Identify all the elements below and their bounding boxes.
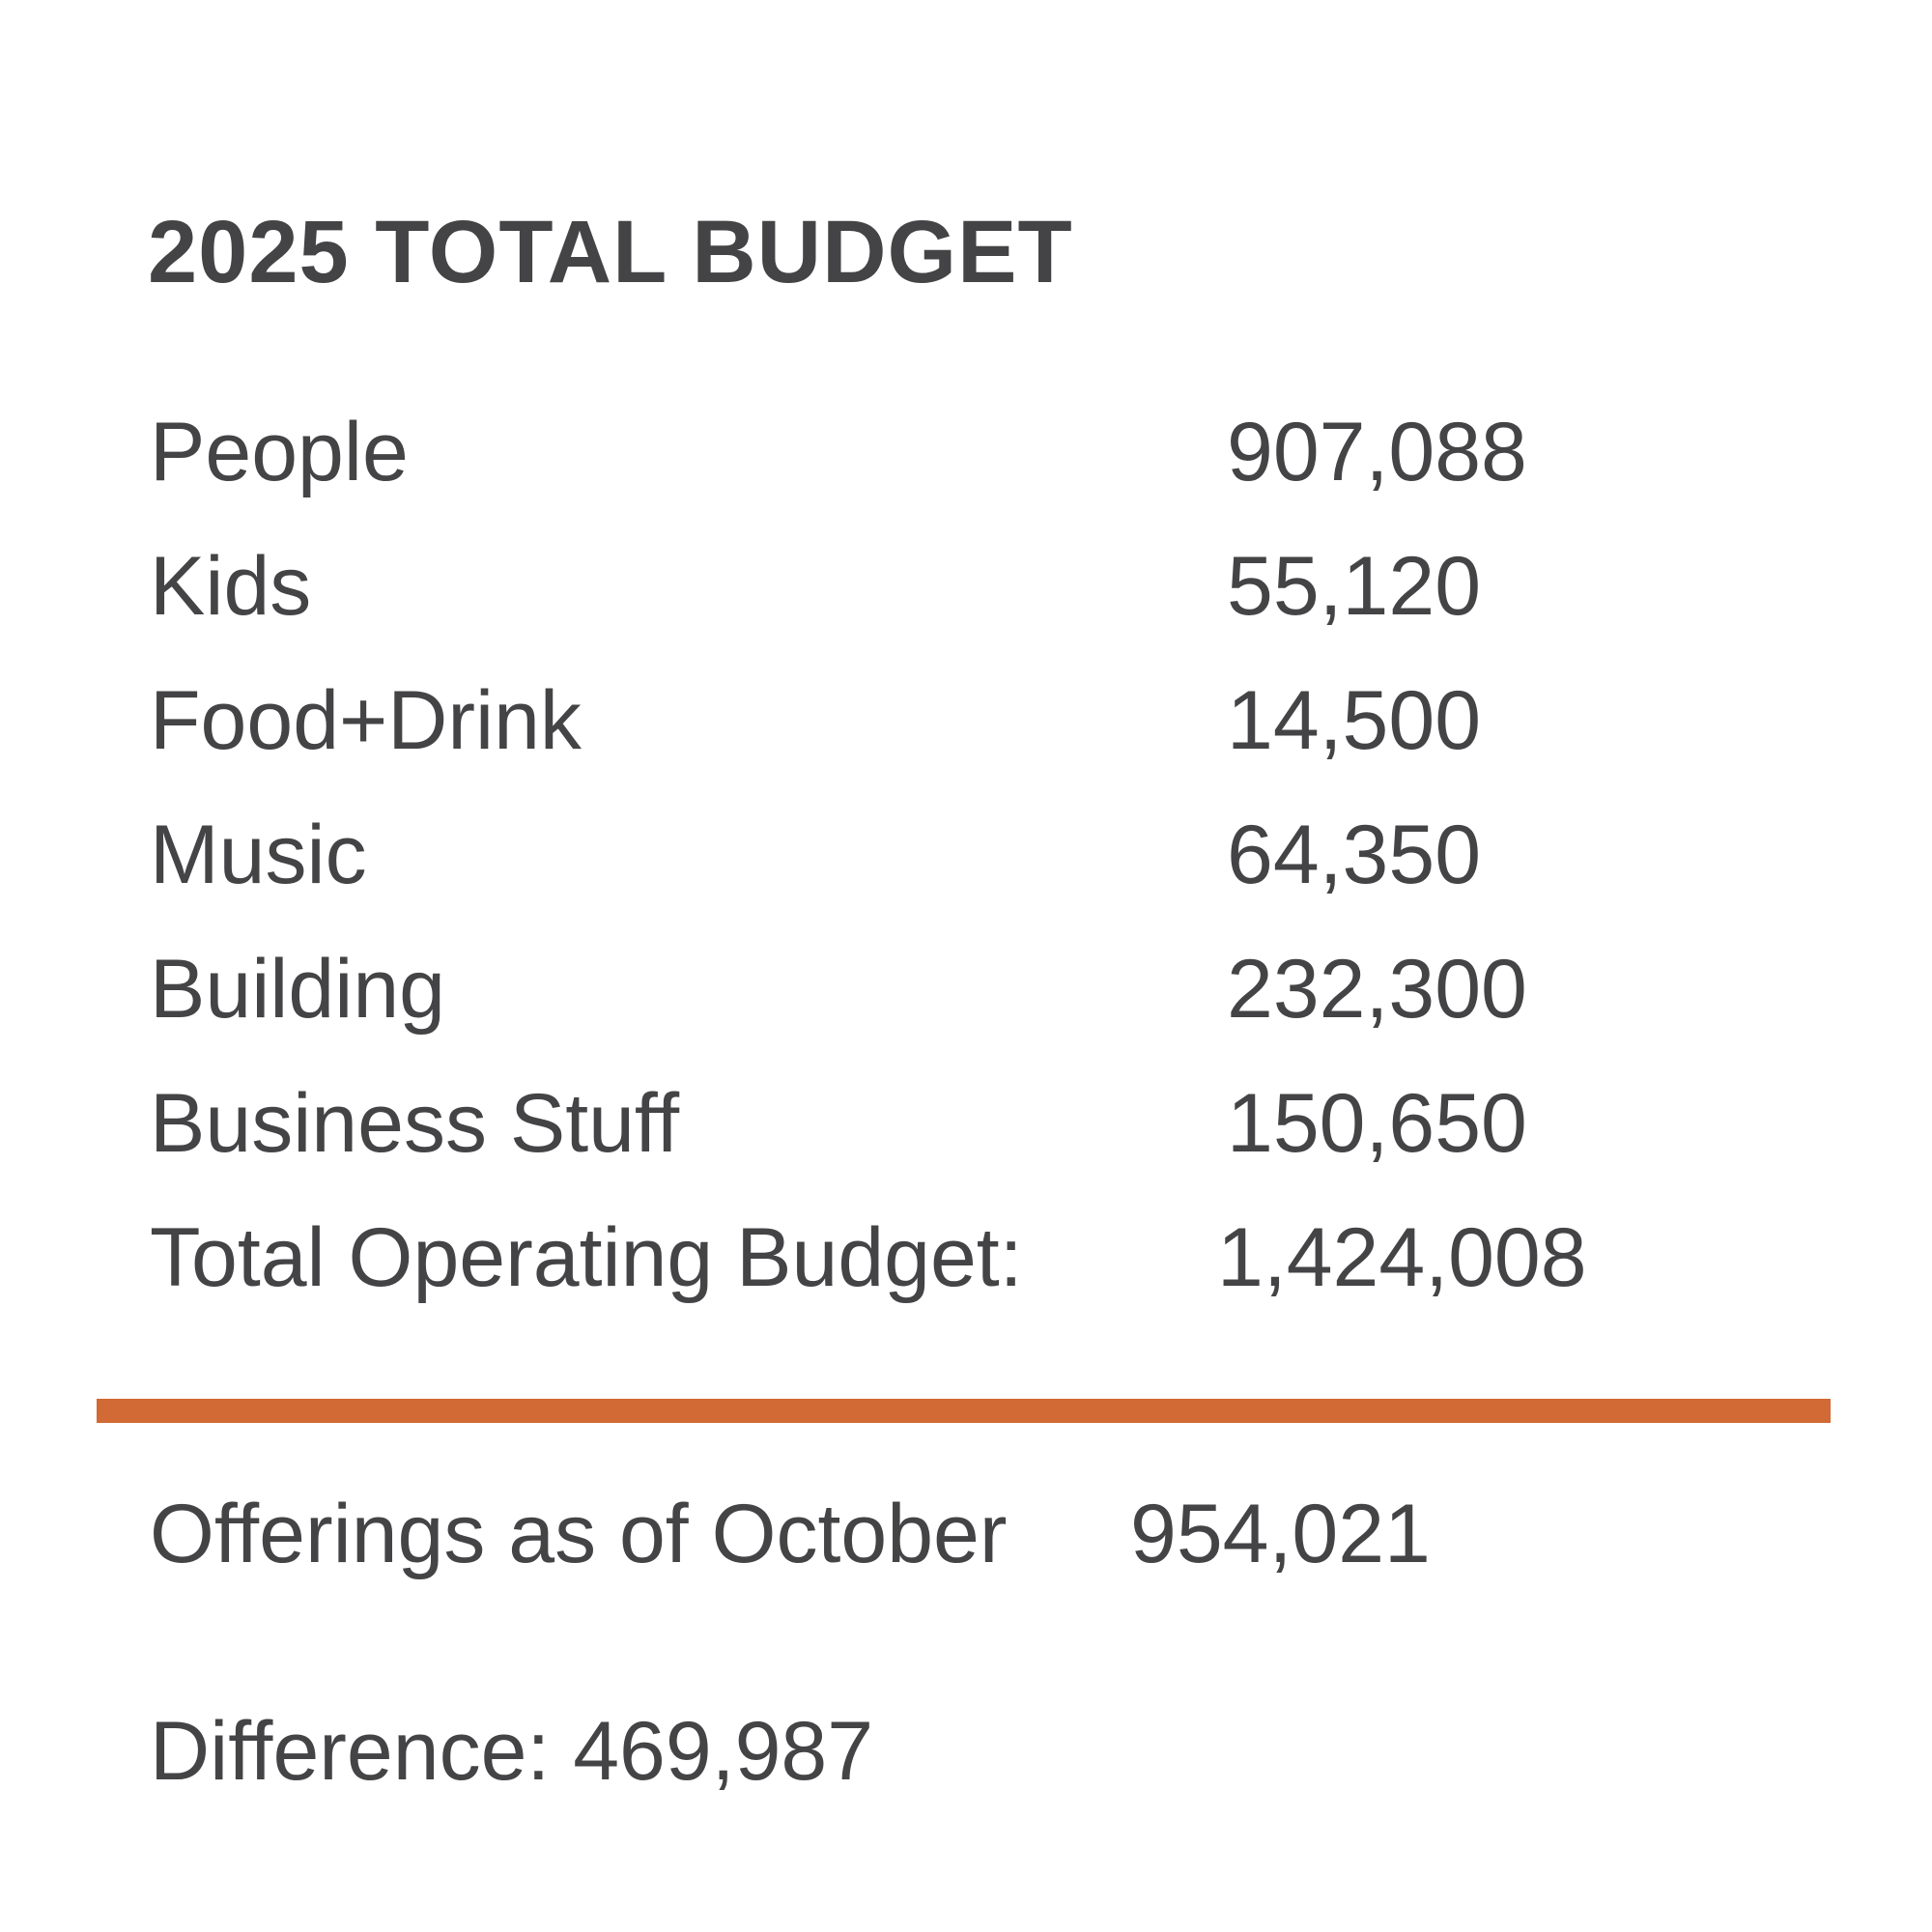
budget-row-building [150, 943, 1695, 1082]
budget-table [150, 406, 1695, 1350]
row-value: 1,424,008 [1217, 1211, 1587, 1304]
budget-row-business-stuff [150, 1077, 1695, 1216]
budget-row-food-drink [150, 674, 1695, 813]
row-label: Food+Drink [150, 674, 582, 767]
row-value: 64,350 [1227, 809, 1482, 901]
offerings-line [150, 1488, 1431, 1580]
row-value: 232,300 [1227, 943, 1527, 1036]
page-title: 2025 TOTAL BUDGET [148, 203, 1073, 301]
row-label: Total Operating Budget: [150, 1211, 1023, 1304]
budget-row-total [150, 1211, 1695, 1350]
budget-row-kids [150, 540, 1695, 679]
row-label: People [150, 406, 409, 498]
difference-line: Difference: 469,987 [150, 1705, 874, 1798]
divider [97, 1399, 1831, 1423]
offerings-value: 954,021 [1130, 1488, 1431, 1580]
row-label: Business Stuff [150, 1077, 680, 1170]
row-label: Music [150, 809, 367, 901]
row-value: 14,500 [1227, 674, 1482, 767]
row-value: 907,088 [1227, 406, 1527, 498]
budget-row-people [150, 406, 1695, 545]
row-value: 55,120 [1227, 540, 1482, 633]
offerings-label: Offerings as of October [150, 1488, 1008, 1580]
row-label: Kids [150, 540, 312, 633]
row-value: 150,650 [1227, 1077, 1527, 1170]
row-label: Building [150, 943, 445, 1036]
budget-row-music [150, 809, 1695, 948]
